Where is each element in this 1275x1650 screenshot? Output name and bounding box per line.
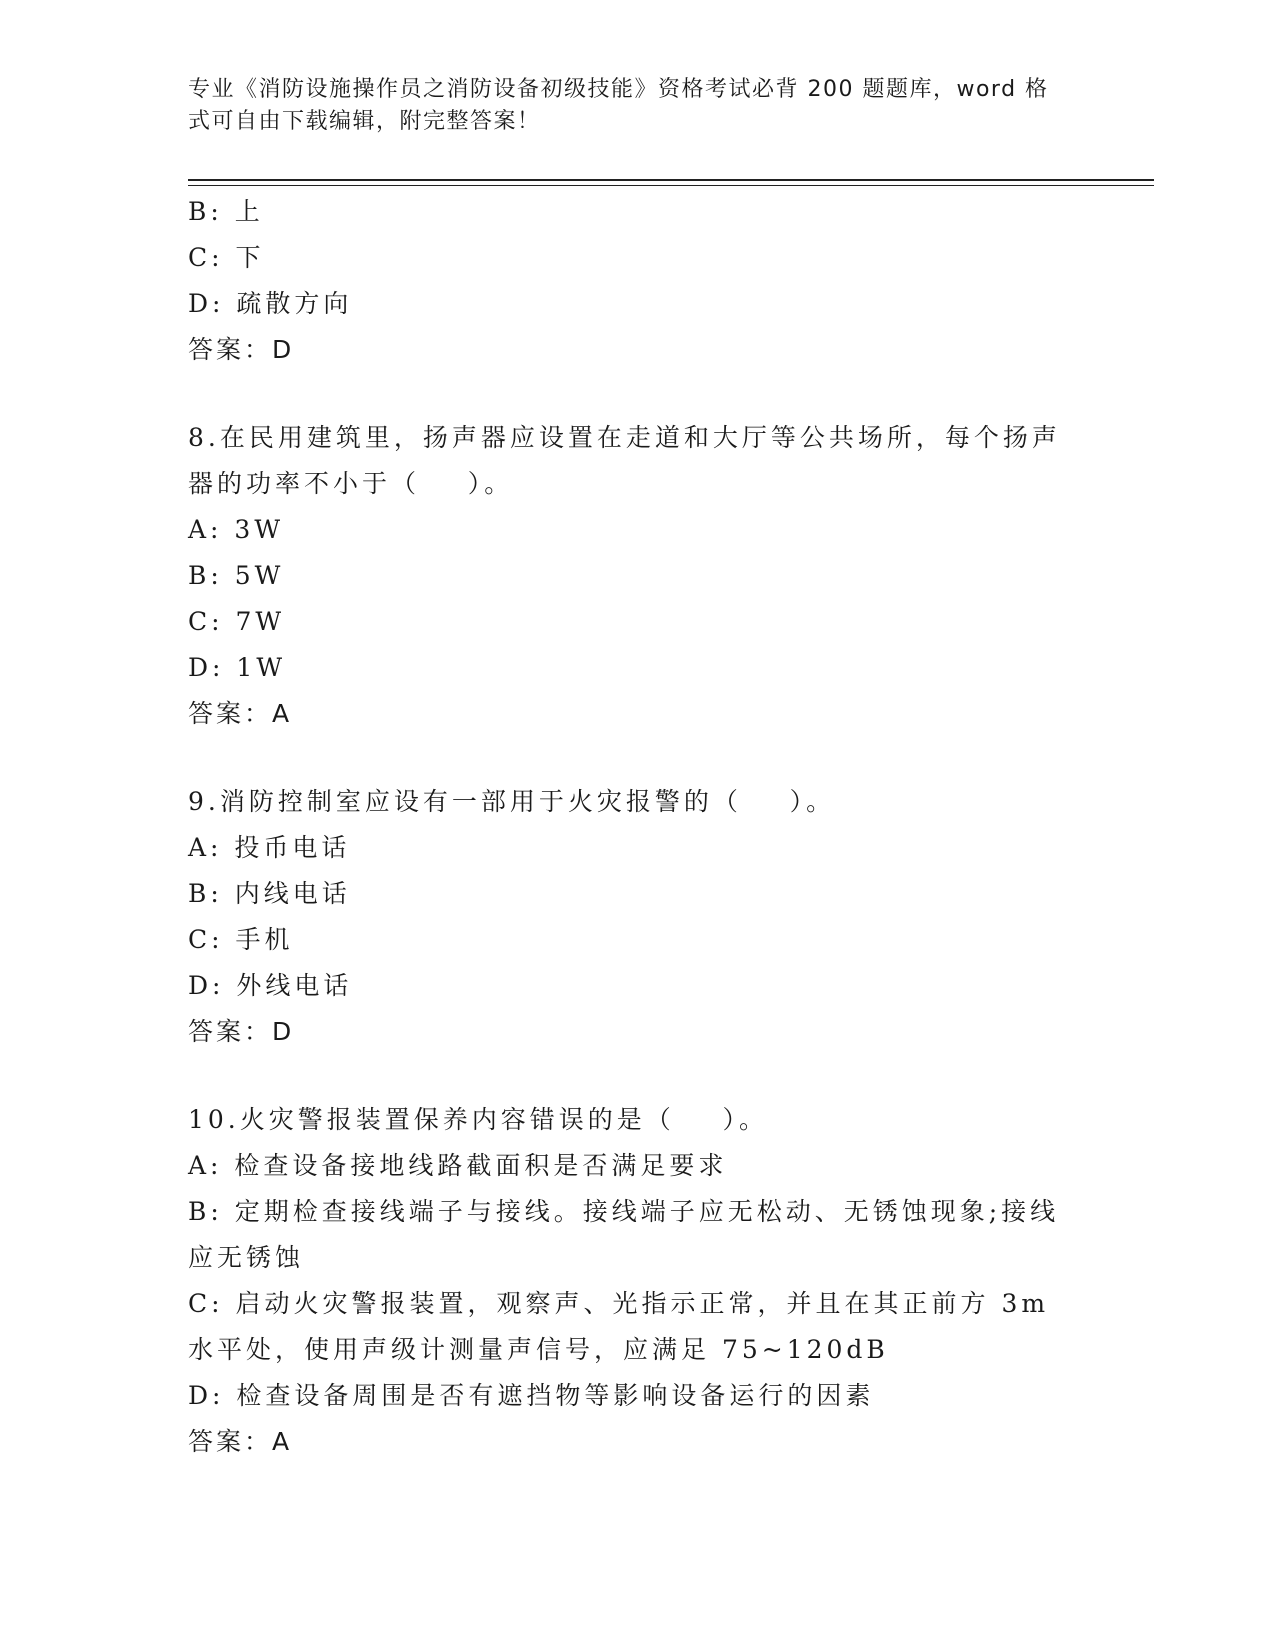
question-stem: 9.消防控制室应设有一部用于火灾报警的（ ）。 (188, 787, 836, 816)
option-d: D: 检查设备周围是否有遮挡物等影响设备运行的因素 (188, 1381, 875, 1410)
question-8 (188, 415, 1068, 737)
document-body (188, 189, 1068, 1465)
option-b: B: 上 (188, 197, 264, 226)
option-a: A: 投币电话 (188, 833, 351, 862)
answer: 答案：D (188, 1017, 295, 1046)
option-d: D: 外线电话 (188, 971, 353, 1000)
question-stem: 8.在民用建筑里，扬声器应设置在走道和大厅等公共场所，每个扬声器的功率不小于（ ）。 (188, 423, 1061, 498)
option-d: D: 1W (188, 653, 287, 682)
option-b: B: 定期检查接线端子与接线。接线端子应无松动、无锈蚀现象;接线应无锈蚀 (188, 1197, 1060, 1272)
answer: 答案：D (188, 335, 295, 364)
answer: 答案：A (188, 1427, 293, 1456)
option-b: B: 5W (188, 561, 285, 590)
question-stem: 10.火灾警报装置保养内容错误的是（ ）。 (188, 1105, 769, 1134)
answer: 答案：A (188, 699, 293, 728)
option-a: A: 3W (188, 515, 285, 544)
option-a: A: 检查设备接地线路截面积是否满足要求 (188, 1151, 728, 1180)
option-b: B: 内线电话 (188, 879, 351, 908)
question-7-continued (188, 189, 1068, 373)
option-c: C: 手机 (188, 925, 294, 954)
question-9 (188, 779, 1068, 1055)
question-10 (188, 1097, 1068, 1465)
page-header: 专业《消防设施操作员之消防设备初级技能》资格考试必背 200 题题库，word 格式可自由下载编辑，附完整答案！ (188, 77, 1049, 134)
option-d: D: 疏散方向 (188, 289, 353, 318)
header-divider (188, 179, 1154, 186)
option-c: C: 下 (188, 243, 265, 272)
option-c: C: 启动火灾警报装置，观察声、光指示正常，并且在其正前方 3m 水平处，使用声级计测量声信号，应满足 75~120dB (188, 1289, 1062, 1364)
option-c: C: 7W (188, 607, 286, 636)
